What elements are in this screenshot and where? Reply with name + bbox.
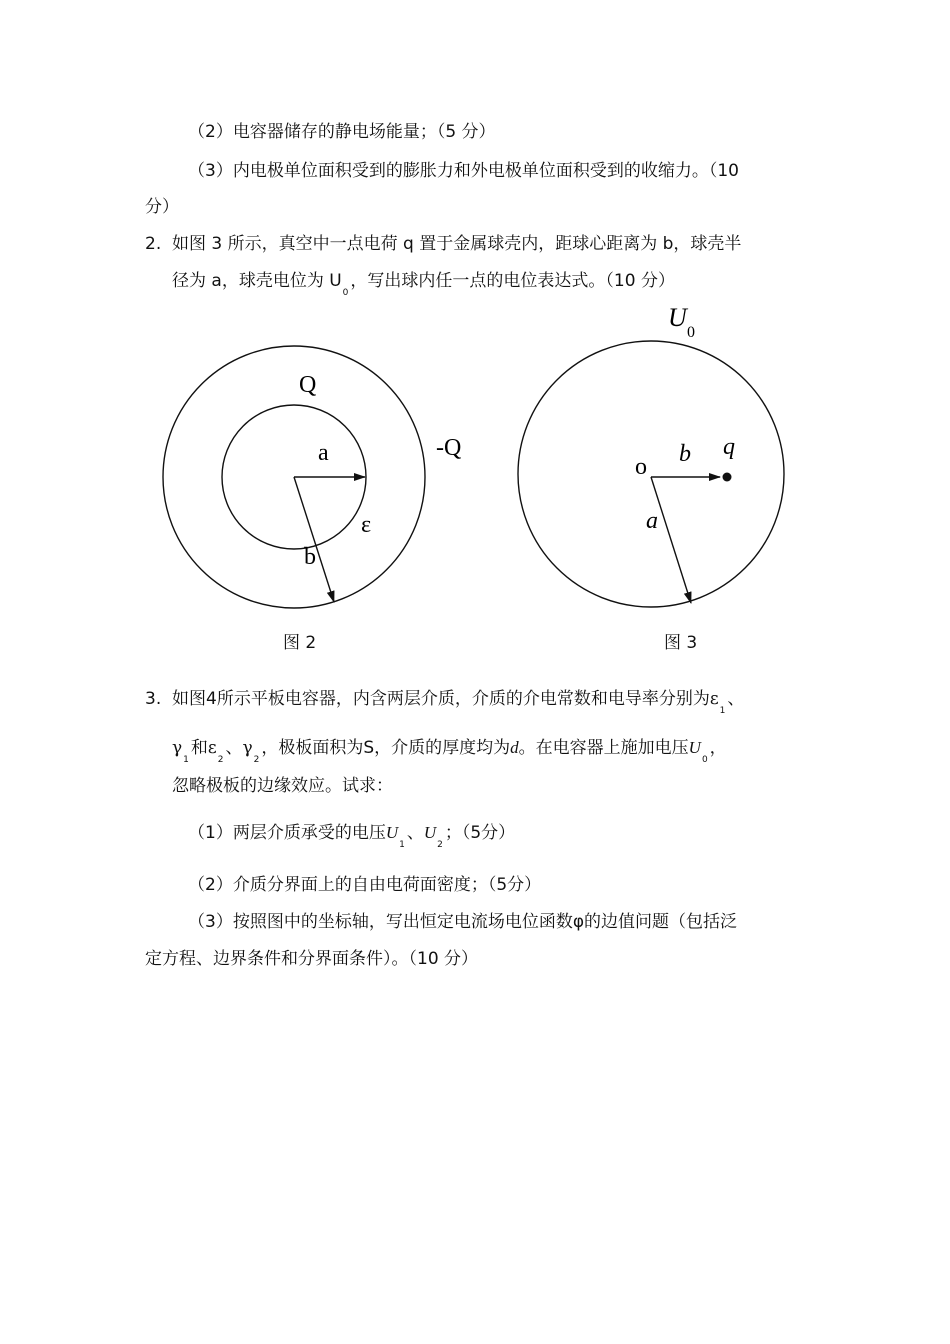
q1-item3-line1: （3）内电极单位面积受到的膨胀力和外电极单位面积受到的收缩力。（10 [188,161,739,181]
q3-U0: U [688,738,701,757]
q3-eps2-sub: 2 [217,755,224,765]
q3-U2: U [423,823,437,842]
q2-line2-b: ，写出球内任一点的电位表达式。（10 分） [350,271,675,291]
fig3-label-U-sub: 0 [687,324,695,341]
q3-eps2: ε [207,738,217,758]
q3-gamma2-sub: 2 [253,755,260,765]
q3-line2 [172,737,727,765]
q3-comma: ， [709,738,727,758]
fig2-label-eps: ε [361,512,372,538]
q3-number: 3. [145,689,162,709]
q3-item1-end: ；（5分） [444,823,516,843]
q3-item3-line1: （3）按照图中的坐标轴，写出恒定电流场电位函数φ的边值问题（包括泛 [188,912,738,932]
fig2-label-Q: Q [299,372,317,398]
q3-line2-mid: ，极板面积为S，介质的厚度均为 [261,738,511,758]
fig3-label-a: a [646,508,658,534]
q3-sep3: 、 [406,823,424,843]
fig2-arrow-b [294,477,334,602]
fig2-caption: 图 2 [283,633,317,653]
q2-line2-sub: 0 [342,288,349,298]
fig2-label-negQ: -Q [436,435,462,461]
q3-item2: （2）介质分界面上的自由电荷面密度；（5分） [188,875,542,895]
figure-2 [150,330,480,620]
q3-U0-sub: 0 [701,755,708,765]
figure-3 [510,295,840,620]
q3-gamma2: γ [242,738,253,758]
q3-item1-text: （1）两层介质承受的电压 [188,823,386,843]
q3-U1-sub: 1 [399,840,405,850]
q3-U1: U [385,823,399,842]
q3-and: 和 [190,738,208,758]
fig3-arrow-a [651,477,691,603]
q3-item1 [188,822,516,850]
q3-sep2: 、 [225,738,243,758]
q3-sep1: 、 [727,689,745,709]
q3-d: d [510,738,519,757]
q3-U2-sub: 2 [437,840,443,850]
q3-gamma1: γ [172,738,183,758]
q3-line1 [172,688,745,716]
fig3-label-b: b [679,441,691,467]
q2-line2-a: 径为 a，球壳电位为 U [172,271,342,291]
q2-line2 [172,270,675,298]
q3-eps1: ε [709,689,719,709]
q3-line2-end: 。在电容器上施加电压 [518,738,689,758]
fig3-label-U: U [668,303,687,332]
q3-line3: 忽略极板的边缘效应。试求： [172,776,393,796]
fig3-charge-dot [723,473,732,482]
fig3-label-o: o [635,454,647,480]
fig3-label-q: q [723,434,735,460]
fig2-label-b: b [304,544,316,570]
fig3-caption: 图 3 [664,633,698,653]
q2-line1: 如图 3 所示，真空中一点电荷 q 置于金属球壳内，距球心距离为 b，球壳半 [172,234,742,254]
fig2-label-a: a [318,440,329,466]
fig3-circle [518,341,784,607]
q3-eps1-sub: 1 [719,706,726,716]
q3-gamma1-sub: 1 [183,755,189,765]
q1-item2: （2）电容器储存的静电场能量；（5 分） [188,122,496,142]
q3-item3-line2: 定方程、边界条件和分界面条件）。（10 分） [145,949,479,969]
q3-line1-text: 如图4所示平板电容器，内含两层介质，介质的介电常数和电导率分别为 [172,689,710,709]
q1-item3-line2: 分） [145,197,179,217]
q2-number: 2. [145,234,162,254]
